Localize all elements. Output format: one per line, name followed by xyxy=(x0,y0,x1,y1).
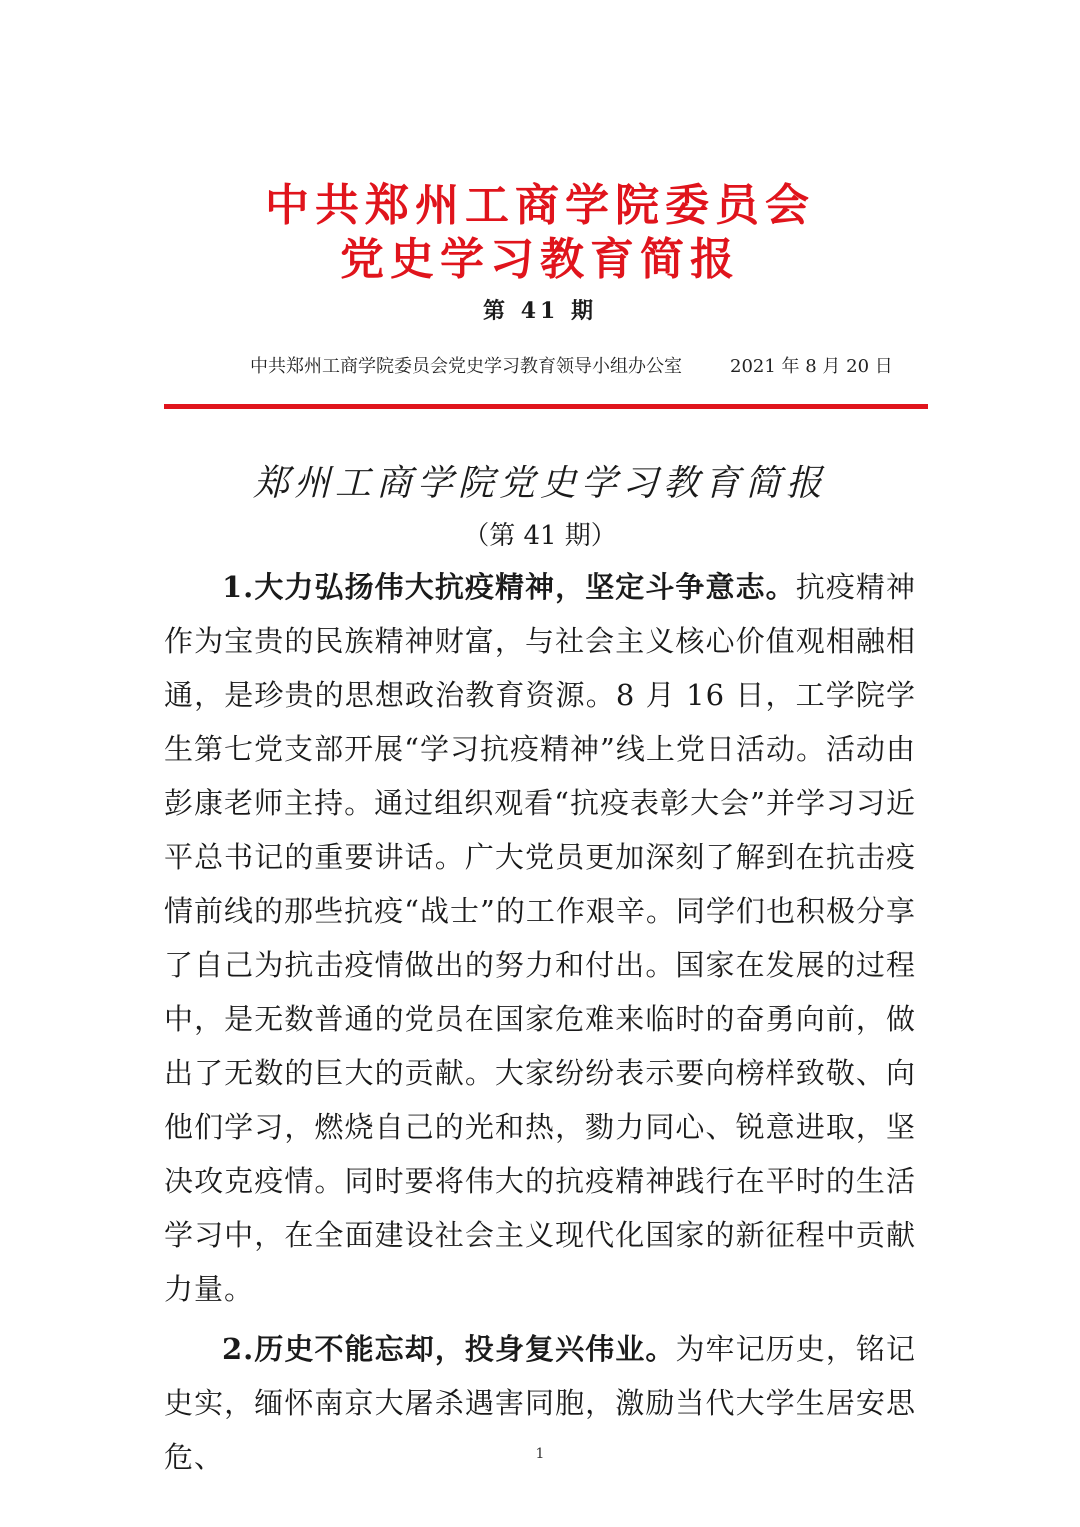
section-heading: 2.历史不能忘却，投身复兴伟业。 xyxy=(222,1332,676,1366)
section-paragraph xyxy=(164,560,916,1316)
body-text xyxy=(164,560,916,1484)
document-subtitle: （第 41 期） xyxy=(463,521,617,551)
issuer-line xyxy=(250,352,893,382)
issue-date: 2021 年 8 月 20 日 xyxy=(730,356,893,377)
red-divider-rule xyxy=(164,404,928,409)
page-number: 1 xyxy=(535,1446,545,1462)
masthead-title-line1: 中共郑州工商学院委员会 xyxy=(265,180,815,231)
document-title: 郑州工商学院党史学习教育简报 xyxy=(252,463,827,504)
masthead-title-line2: 党史学习教育简报 xyxy=(340,234,740,285)
section-body: 为牢记历史，铭记史实，缅怀南京大屠杀遇害同胞，激励当代大学生居安思危、 xyxy=(164,1332,916,1474)
issue-number: 第 41 期 xyxy=(483,298,597,324)
issuer-name: 中共郑州工商学院委员会党史学习教育领导小组办公室 xyxy=(250,356,682,377)
section-heading: 1.大力弘扬伟大抗疫精神，坚定斗争意志。 xyxy=(222,570,796,604)
section-body: 抗疫精神作为宝贵的民族精神财富，与社会主义核心价值观相融相通，是珍贵的思想政治教育资源。8 月 16 日，工学院学生第七党支部开展“学习抗疫精神”线上党日活动。活动由彭康老师主持。通过组织观看“抗疫表彰大会”并学习习近平总书记的重要讲话。广大党员更加深刻了解到在抗击疫情前线的那些抗疫“战士”的工作艰辛。同学们也积极分享了自己为抗击疫情做出的努力和付出。国家在发展的过程中，是无数普通的党员在国家危难来临时的奋勇向前，做出了无数的巨大的贡献。大家纷纷表示要向榜样致敬、向他们学习，燃烧自己的光和热，勠力同心、锐意进取，坚决攻克疫情。同时要将伟大的抗疫精神践行在平时的生活学习中，在全面建设社会主义现代化国家的新征程中贡献力量。 xyxy=(164,570,916,1306)
